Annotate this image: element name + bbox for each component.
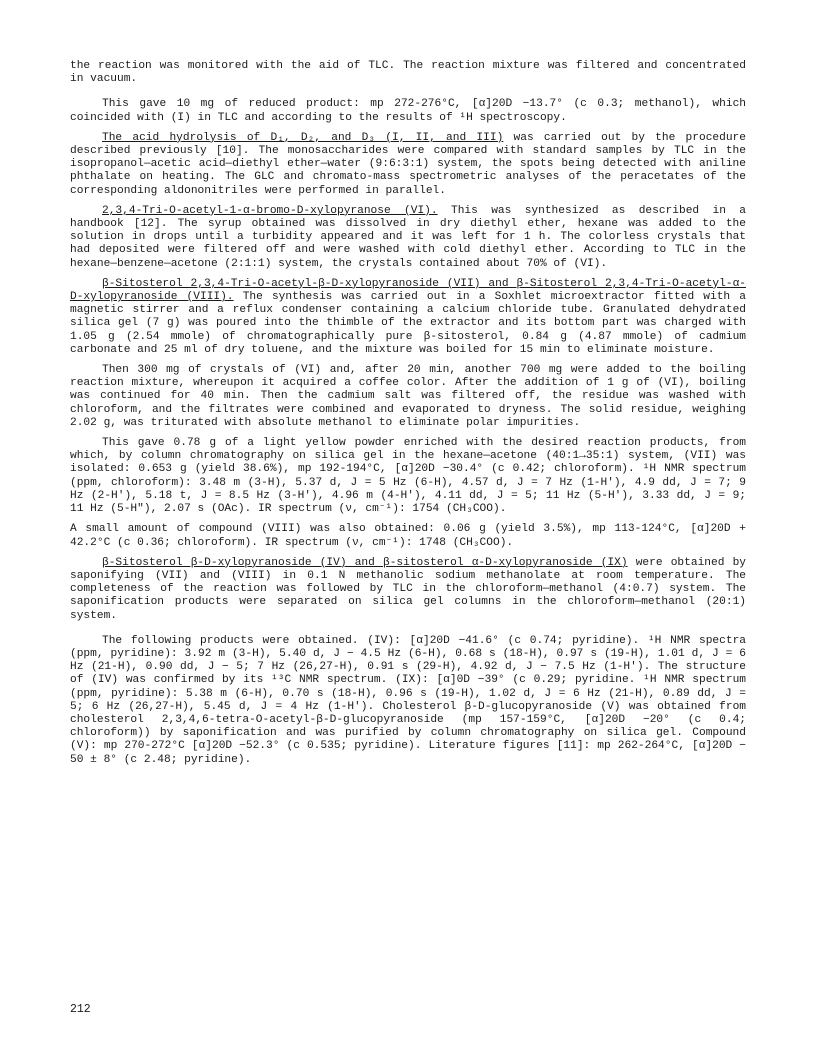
paragraph-9-text: were obtained by saponifying (VII) and (VIII) in 0.1 N methanolic sodium methanolate at room temperature. The completeness of the reaction was followed by TLC in the chloroform—methanol (4:0.7) system. The saponification products were separated on silica gel columns in the chloroform—methanol (20:1) system. xyxy=(70,556,746,622)
paragraph-3-text: was carried out by the procedure described previously [10]. The monosaccharides were compared with standard samples by TLC in the isopropanol—acetic acid—diethyl ether—water (9:6:3:1) system, the spots being detected with aniline phthalate on heating. The GLC and chromato-mass spectrometric analyses of the peracetates of the corresponding aldononitriles were performed in parallel. xyxy=(70,131,746,197)
section-title-acid-hydrolysis: The acid hydrolysis of D₁, D₂, and D₃ (I, II, and III) xyxy=(102,131,504,144)
paragraph-6: Then 300 mg of crystals of (VI) and, after 20 min, another 700 mg were added to the boiling reaction mixture, whereupon it acquired a coffee color. After the addition of 1 g of (VI), boiling was continued for 40 min. Then the cadmium salt was filtered off, the residue was washed with chloroform, and the filtrates were combined and evaporated to dryness. The solid residue, weighing 2.02 g, was triturated with absolute methanol to eliminate polar impurities. xyxy=(70,364,746,429)
paragraph-5 xyxy=(70,278,746,357)
paragraph-4-text: This was synthesized as described in a handbook [12]. The syrup obtained was dissolved in dry diethyl ether, hexane was added to the solution in drops until a turbidity appeared and it was left for 1 h. The colorless crystals that had deposited were filtered off and were washed with cold diethyl ether. According to TLC in the hexane—benzene—acetone (2:1:1) system, the crystals contained about 70% of (VI). xyxy=(70,204,746,270)
paragraph-9 xyxy=(70,557,746,623)
paragraph-1: the reaction was monitored with the aid of TLC. The reaction mixture was filtered and concentrated in vacuum. xyxy=(70,60,746,86)
paragraph-4 xyxy=(70,205,746,271)
paragraph-8: A small amount of compound (VIII) was also obtained: 0.06 g (yield 3.5%), mp 113-124°C, [α]20D + 42.2°C (c 0.36; chloroform). IR spectrum (ν, cm⁻¹): 1748 (CH₃COO). xyxy=(70,523,746,549)
page-body xyxy=(70,60,746,767)
paragraph-3 xyxy=(70,132,746,198)
paragraph-5-text: The synthesis was carried out in a Soxhlet microextractor fitted with a magnetic stirrer and a reflux condenser containing a calcium chloride tube. Granulated dehydrated silica gel (7 g) was poured into the thimble of the extractor and its bottom part was charged with 1.05 g (2.54 mmole) of chromatographically pure β-sitosterol, 0.84 g (4.87 mmole) of cadmium carbonate and 25 ml of dry toluene, and the mixture was boiled for 15 min to eliminate moisture. xyxy=(70,291,746,356)
paragraph-7: This gave 0.78 g of a light yellow powder enriched with the desired reaction products, from which, by column chromatography on silica gel in the hexane—acetone (40:1→35:1) system, (VII) was isolated: 0.653 g (yield 38.6%), mp 192-194°C, [α]20D −30.4° (c 0.42; chloroform). ¹H NMR spectrum (ppm, chloroform): 3.48 m (3-H), 5.37 d, J = 5 Hz (6-H), 4.57 d, J = 7 Hz (1-H'), 4.9 dd, J = 7; 9 Hz (2-H'), 5.18 t, J = 8.5 Hz (3-H'), 4.96 m (4-H'), 4.11 dd, J = 5; 11 Hz (5-H'), 3.33 dd, J = 9; 11 Hz (5-H"), 2.07 s (OAc). IR spectrum (ν, cm⁻¹): 1754 (CH₃COO). xyxy=(70,437,746,516)
section-title-sitosterol-xylopyranoside: β-Sitosterol β-D-xylopyranoside (IV) and β-sitosterol α-D-xylopyranoside (IX) xyxy=(102,556,628,569)
section-title-xylopyranose: 2,3,4-Tri-O-acetyl-1-α-bromo-D-xylopyranose (VI). xyxy=(102,204,438,217)
paragraph-10: The following products were obtained. (IV): [α]20D −41.6° (c 0.74; pyridine). ¹H NMR spectra (ppm, pyridine): 3.92 m (3-H), 5.40 d, J − 4.5 Hz (6-H), 0.68 s (18-H), 0.97 s (19-H), 1.01 d, J = 6 Hz (21-H), 0.90 dd, J − 5; 7 Hz (26,27-H), 0.91 s (29-H), 4.92 d, J − 7.5 Hz (1-H'). The structure of (IV) was confirmed by its ¹³C NMR spectrum. (IX): [α]0D −39° (c 0.29; pyridine. ¹H NMR spectrum (ppm, pyridine): 5.38 m (6-H), 0.70 s (18-H), 0.96 s (19-H), 1.02 d, J = 6 Hz (21-H), 0.89 dd, J = 5; 6 Hz (26,27-H), 5.45 d, J = 4 Hz (1-H'). Cholesterol β-D-glucopyranoside (V) was obtained from cholesterol 2,3,4,6-tetra-O-acetyl-β-D-glucopyranoside (mp 157-159°C, [α]20D −20° (c 0.4; chloroform)) by saponification and was purified by column chromatography on silica gel. Compound (V): mp 270-272°C [α]20D −52.3° (c 0.535; pyridine). Literature figures [11]: mp 262-264°C, [α]20D − 50 ± 8° (c 2.48; pyridine). xyxy=(70,634,746,766)
page-number: 212 xyxy=(70,1003,91,1016)
section-title-sitosterol-acetyl: β-Sitosterol 2,3,4-Tri-O-acetyl-β-D-xylopyranoside (VII) and β-Sitosterol 2,3,4-Tri-O-acetyl-α-D-xylopyranoside (VIII). xyxy=(70,277,746,304)
paragraph-2: This gave 10 mg of reduced product: mp 272-276°C, [α]20D −13.7° (c 0.3; methanol), which coincided with (I) in TLC and according to the results of ¹H spectroscopy. xyxy=(70,98,746,124)
